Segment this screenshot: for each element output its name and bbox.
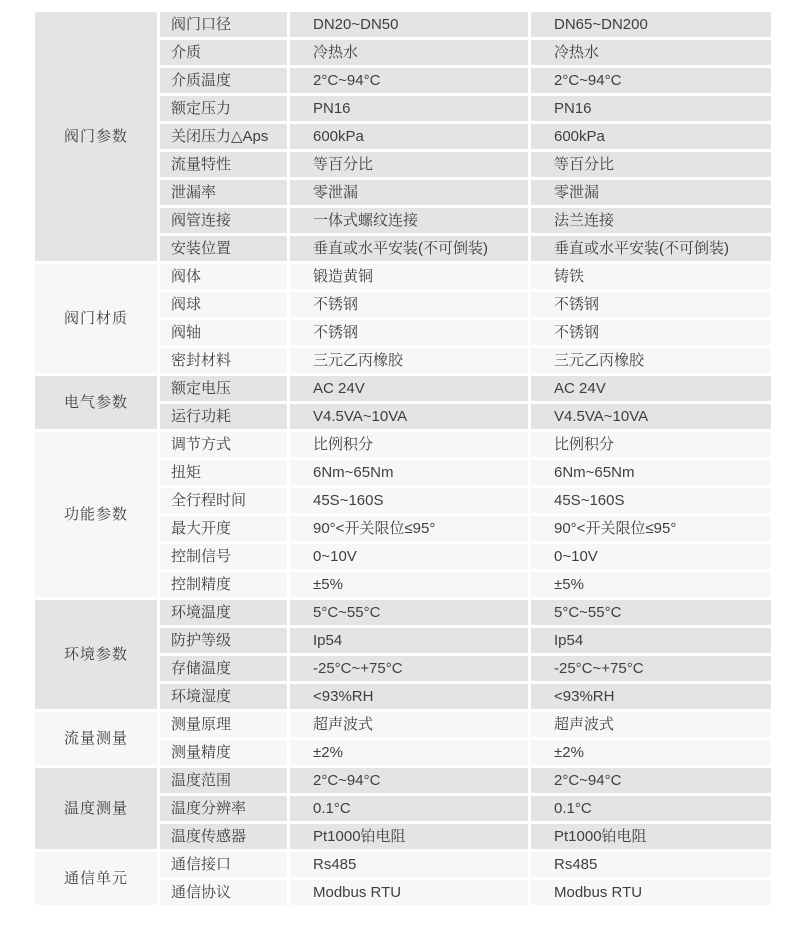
- value-cell-dn20-dn50: 0~10V: [290, 544, 528, 569]
- value-cell-dn65-dn200: AC 24V: [531, 376, 771, 401]
- value-cell-dn20-dn50: 零泄漏: [290, 180, 528, 205]
- value-cell-dn65-dn200: Rs485: [531, 852, 771, 877]
- value-cell-dn20-dn50: PN16: [290, 96, 528, 121]
- table-row: [35, 432, 771, 457]
- value-cell-dn20-dn50: 2°C~94°C: [290, 68, 528, 93]
- value-cell-dn65-dn200: <93%RH: [531, 684, 771, 709]
- parameter-cell: 关闭压力△Aps: [160, 124, 287, 149]
- category-cell: 流量测量: [35, 712, 157, 765]
- value-cell-dn20-dn50: Pt1000铂电阻: [290, 824, 528, 849]
- parameter-cell: 介质: [160, 40, 287, 65]
- parameter-cell: 防护等级: [160, 628, 287, 653]
- parameter-cell: 阀门口径: [160, 12, 287, 37]
- value-cell-dn65-dn200: 铸铁: [531, 264, 771, 289]
- parameter-cell: 最大开度: [160, 516, 287, 541]
- value-cell-dn65-dn200: 垂直或水平安装(不可倒装): [531, 236, 771, 261]
- parameter-cell: 控制精度: [160, 572, 287, 597]
- value-cell-dn65-dn200: 90°<开关限位≤95°: [531, 516, 771, 541]
- category-cell: 阀门参数: [35, 12, 157, 261]
- value-cell-dn65-dn200: V4.5VA~10VA: [531, 404, 771, 429]
- parameter-cell: 环境温度: [160, 600, 287, 625]
- value-cell-dn65-dn200: 45S~160S: [531, 488, 771, 513]
- value-cell-dn65-dn200: 比例积分: [531, 432, 771, 457]
- table-row: [35, 600, 771, 625]
- value-cell-dn65-dn200: 5°C~55°C: [531, 600, 771, 625]
- parameter-cell: 温度分辨率: [160, 796, 287, 821]
- spec-table: [32, 9, 774, 908]
- value-cell-dn20-dn50: 0.1°C: [290, 796, 528, 821]
- value-cell-dn65-dn200: 冷热水: [531, 40, 771, 65]
- value-cell-dn65-dn200: 三元乙丙橡胶: [531, 348, 771, 373]
- value-cell-dn20-dn50: 等百分比: [290, 152, 528, 177]
- table-row: [35, 768, 771, 793]
- value-cell-dn65-dn200: 不锈钢: [531, 320, 771, 345]
- value-cell-dn20-dn50: Rs485: [290, 852, 528, 877]
- parameter-cell: 调节方式: [160, 432, 287, 457]
- value-cell-dn20-dn50: 不锈钢: [290, 320, 528, 345]
- spec-table-body: [35, 12, 771, 905]
- value-cell-dn65-dn200: ±5%: [531, 572, 771, 597]
- value-cell-dn20-dn50: -25°C~+75°C: [290, 656, 528, 681]
- category-cell: 功能参数: [35, 432, 157, 597]
- parameter-cell: 环境湿度: [160, 684, 287, 709]
- category-cell: 通信单元: [35, 852, 157, 905]
- value-cell-dn20-dn50: ±2%: [290, 740, 528, 765]
- value-cell-dn20-dn50: Ip54: [290, 628, 528, 653]
- parameter-cell: 存储温度: [160, 656, 287, 681]
- value-cell-dn65-dn200: 600kPa: [531, 124, 771, 149]
- parameter-cell: 通信协议: [160, 880, 287, 905]
- value-cell-dn20-dn50: 45S~160S: [290, 488, 528, 513]
- value-cell-dn65-dn200: ±2%: [531, 740, 771, 765]
- value-cell-dn65-dn200: 0.1°C: [531, 796, 771, 821]
- value-cell-dn20-dn50: 锻造黄铜: [290, 264, 528, 289]
- parameter-cell: 测量原理: [160, 712, 287, 737]
- value-cell-dn20-dn50: 一体式螺纹连接: [290, 208, 528, 233]
- value-cell-dn20-dn50: 6Nm~65Nm: [290, 460, 528, 485]
- parameter-cell: 通信接口: [160, 852, 287, 877]
- value-cell-dn20-dn50: 5°C~55°C: [290, 600, 528, 625]
- parameter-cell: 运行功耗: [160, 404, 287, 429]
- value-cell-dn20-dn50: 垂直或水平安装(不可倒装): [290, 236, 528, 261]
- parameter-cell: 额定电压: [160, 376, 287, 401]
- value-cell-dn65-dn200: -25°C~+75°C: [531, 656, 771, 681]
- parameter-cell: 密封材料: [160, 348, 287, 373]
- parameter-cell: 测量精度: [160, 740, 287, 765]
- value-cell-dn65-dn200: 不锈钢: [531, 292, 771, 317]
- value-cell-dn20-dn50: 冷热水: [290, 40, 528, 65]
- parameter-cell: 控制信号: [160, 544, 287, 569]
- value-cell-dn20-dn50: Modbus RTU: [290, 880, 528, 905]
- table-row: [35, 12, 771, 37]
- parameter-cell: 流量特性: [160, 152, 287, 177]
- parameter-cell: 阀体: [160, 264, 287, 289]
- parameter-cell: 介质温度: [160, 68, 287, 93]
- value-cell-dn20-dn50: 超声波式: [290, 712, 528, 737]
- value-cell-dn65-dn200: Modbus RTU: [531, 880, 771, 905]
- value-cell-dn65-dn200: DN65~DN200: [531, 12, 771, 37]
- parameter-cell: 额定压力: [160, 96, 287, 121]
- value-cell-dn65-dn200: Pt1000铂电阻: [531, 824, 771, 849]
- parameter-cell: 扭矩: [160, 460, 287, 485]
- parameter-cell: 温度传感器: [160, 824, 287, 849]
- value-cell-dn65-dn200: PN16: [531, 96, 771, 121]
- category-cell: 阀门材质: [35, 264, 157, 373]
- value-cell-dn65-dn200: Ip54: [531, 628, 771, 653]
- value-cell-dn20-dn50: 比例积分: [290, 432, 528, 457]
- value-cell-dn65-dn200: 零泄漏: [531, 180, 771, 205]
- value-cell-dn20-dn50: V4.5VA~10VA: [290, 404, 528, 429]
- value-cell-dn65-dn200: 6Nm~65Nm: [531, 460, 771, 485]
- value-cell-dn20-dn50: 三元乙丙橡胶: [290, 348, 528, 373]
- table-row: [35, 264, 771, 289]
- value-cell-dn20-dn50: 不锈钢: [290, 292, 528, 317]
- value-cell-dn65-dn200: 法兰连接: [531, 208, 771, 233]
- table-row: [35, 376, 771, 401]
- category-cell: 温度测量: [35, 768, 157, 849]
- value-cell-dn65-dn200: 超声波式: [531, 712, 771, 737]
- value-cell-dn20-dn50: ±5%: [290, 572, 528, 597]
- value-cell-dn20-dn50: 2°C~94°C: [290, 768, 528, 793]
- parameter-cell: 阀球: [160, 292, 287, 317]
- table-row: [35, 712, 771, 737]
- value-cell-dn65-dn200: 2°C~94°C: [531, 68, 771, 93]
- category-cell: 环境参数: [35, 600, 157, 709]
- value-cell-dn20-dn50: 600kPa: [290, 124, 528, 149]
- value-cell-dn20-dn50: <93%RH: [290, 684, 528, 709]
- value-cell-dn65-dn200: 0~10V: [531, 544, 771, 569]
- parameter-cell: 阀管连接: [160, 208, 287, 233]
- parameter-cell: 阀轴: [160, 320, 287, 345]
- parameter-cell: 泄漏率: [160, 180, 287, 205]
- parameter-cell: 安装位置: [160, 236, 287, 261]
- parameter-cell: 温度范围: [160, 768, 287, 793]
- value-cell-dn65-dn200: 等百分比: [531, 152, 771, 177]
- category-cell: 电气参数: [35, 376, 157, 429]
- value-cell-dn20-dn50: 90°<开关限位≤95°: [290, 516, 528, 541]
- table-row: [35, 852, 771, 877]
- value-cell-dn20-dn50: AC 24V: [290, 376, 528, 401]
- parameter-cell: 全行程时间: [160, 488, 287, 513]
- value-cell-dn65-dn200: 2°C~94°C: [531, 768, 771, 793]
- value-cell-dn20-dn50: DN20~DN50: [290, 12, 528, 37]
